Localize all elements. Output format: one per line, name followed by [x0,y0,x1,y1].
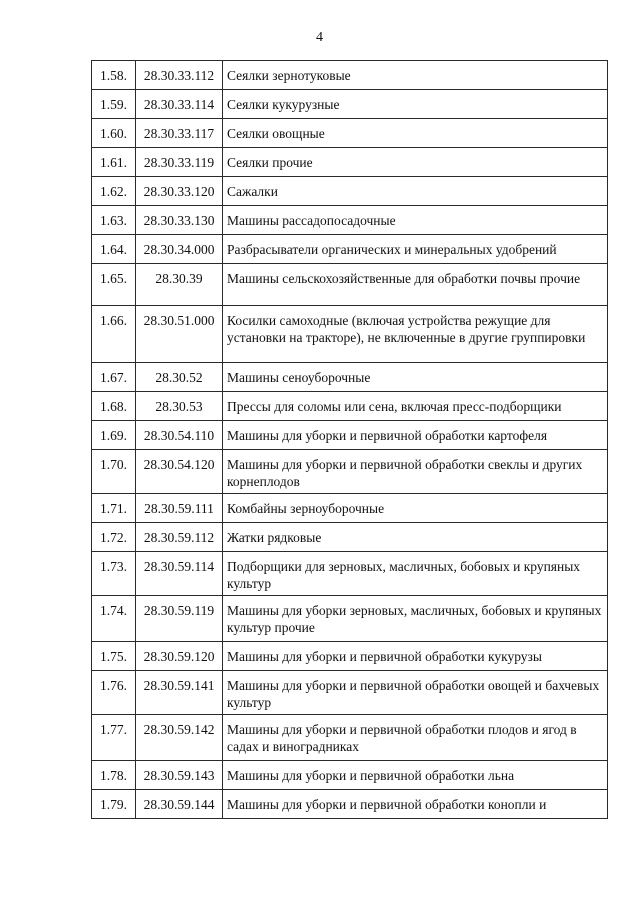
row-number-cell: 1.77. [92,715,136,761]
okpd-code-cell: 28.30.59.143 [136,761,223,790]
row-number-cell: 1.68. [92,392,136,421]
okpd-code-cell: 28.30.59.141 [136,671,223,715]
row-number-cell: 1.60. [92,119,136,148]
okpd-code-cell: 28.30.33.117 [136,119,223,148]
product-name-cell: Машины сеноуборочные [223,363,608,392]
row-number-cell: 1.76. [92,671,136,715]
product-name-cell: Сеялки кукурузные [223,90,608,119]
table-row [92,523,608,552]
okpd-code-cell: 28.30.59.114 [136,552,223,596]
table-row [92,552,608,596]
table-row [92,90,608,119]
product-name-cell: Машины для уборки и первичной обработки плодов и ягод в садах и виноградниках [223,715,608,761]
product-name-cell: Жатки рядковые [223,523,608,552]
product-name-cell: Комбайны зерноуборочные [223,494,608,523]
product-name-cell: Машины для уборки и первичной обработки льна [223,761,608,790]
row-number-cell: 1.70. [92,450,136,494]
okpd-code-cell: 28.30.59.112 [136,523,223,552]
okpd-code-cell: 28.30.51.000 [136,306,223,363]
product-name-cell: Подборщики для зерновых, масличных, бобовых и крупяных культур [223,552,608,596]
okpd-code-cell: 28.30.33.120 [136,177,223,206]
row-number-cell: 1.58. [92,61,136,90]
product-name-cell: Машины для уборки и первичной обработки свеклы и других корнеплодов [223,450,608,494]
row-number-cell: 1.69. [92,421,136,450]
okpd-code-cell: 28.30.34.000 [136,235,223,264]
okpd-code-cell: 28.30.59.144 [136,790,223,819]
table-row [92,392,608,421]
row-number-cell: 1.78. [92,761,136,790]
table-row [92,363,608,392]
row-number-cell: 1.65. [92,264,136,306]
row-number-cell: 1.59. [92,90,136,119]
product-name-cell: Машины для уборки и первичной обработки картофеля [223,421,608,450]
table-row [92,306,608,363]
okpd-code-cell: 28.30.59.119 [136,596,223,642]
row-number-cell: 1.67. [92,363,136,392]
product-name-cell: Машины для уборки зерновых, масличных, бобовых и крупяных культур прочие [223,596,608,642]
table-row [92,642,608,671]
okpd-code-cell: 28.30.52 [136,363,223,392]
row-number-cell: 1.72. [92,523,136,552]
okpd-code-cell: 28.30.53 [136,392,223,421]
row-number-cell: 1.61. [92,148,136,177]
product-name-cell: Машины сельскохозяйственные для обработки почвы прочие [223,264,608,306]
okpd-code-cell: 28.30.33.119 [136,148,223,177]
okpd-code-cell: 28.30.54.120 [136,450,223,494]
row-number-cell: 1.62. [92,177,136,206]
product-name-cell: Машины для уборки и первичной обработки конопли и [223,790,608,819]
table-row [92,119,608,148]
product-name-cell: Сеялки зернотуковые [223,61,608,90]
product-name-cell: Косилки самоходные (включая устройства режущие для установки на тракторе), не включенные в другие группировки [223,306,608,363]
product-name-cell: Машины для уборки и первичной обработки овощей и бахчевых культур [223,671,608,715]
row-number-cell: 1.64. [92,235,136,264]
table-row [92,671,608,715]
product-name-cell: Машины рассадопосадочные [223,206,608,235]
product-name-cell: Прессы для соломы или сена, включая пресс-подборщики [223,392,608,421]
table-row [92,235,608,264]
okpd-code-cell: 28.30.33.112 [136,61,223,90]
okpd-code-cell: 28.30.59.120 [136,642,223,671]
table-row [92,421,608,450]
okpd-code-cell: 28.30.54.110 [136,421,223,450]
table-row [92,761,608,790]
product-name-cell: Сеялки прочие [223,148,608,177]
row-number-cell: 1.71. [92,494,136,523]
row-number-cell: 1.75. [92,642,136,671]
row-number-cell: 1.79. [92,790,136,819]
table-row [92,148,608,177]
table-row [92,206,608,235]
okpd-code-cell: 28.30.33.130 [136,206,223,235]
okpd-code-cell: 28.30.59.111 [136,494,223,523]
row-number-cell: 1.63. [92,206,136,235]
product-name-cell: Сеялки овощные [223,119,608,148]
okpd-code-cell: 28.30.59.142 [136,715,223,761]
table-row [92,61,608,90]
product-name-cell: Машины для уборки и первичной обработки кукурузы [223,642,608,671]
product-name-cell: Разбрасыватели органических и минеральных удобрений [223,235,608,264]
table-row [92,596,608,642]
table-row [92,494,608,523]
okpd-code-cell: 28.30.39 [136,264,223,306]
table-row [92,450,608,494]
okpd-code-cell: 28.30.33.114 [136,90,223,119]
table-row [92,177,608,206]
table-row [92,715,608,761]
row-number-cell: 1.74. [92,596,136,642]
product-name-cell: Сажалки [223,177,608,206]
row-number-cell: 1.66. [92,306,136,363]
table-row [92,264,608,306]
page-number: 4 [316,30,323,45]
product-code-table [91,60,608,819]
row-number-cell: 1.73. [92,552,136,596]
table-body [92,61,608,819]
table-row [92,790,608,819]
